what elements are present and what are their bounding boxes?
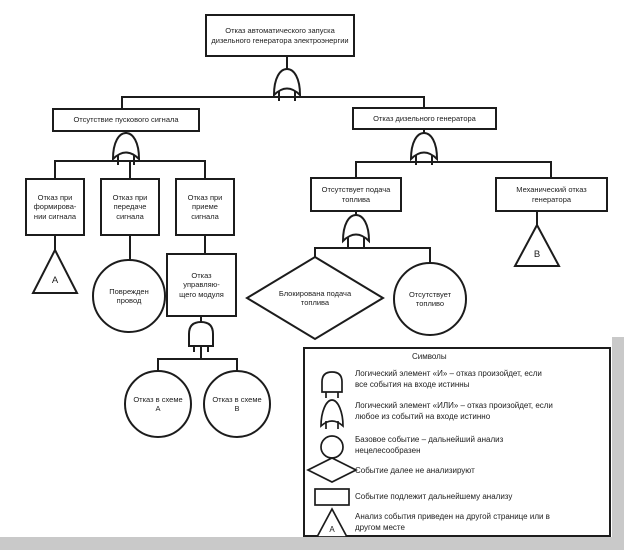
node-no-fuel-supply: Отсутствует подача топлива: [310, 177, 402, 212]
node-control-module-failure: Отказ управляю-щего модуля: [166, 253, 237, 317]
page-edge-right: [612, 337, 624, 550]
node-signal-forming-failure: Отказ при формирова-нии сигнала: [25, 178, 85, 236]
event-rectangle-icon: [315, 489, 349, 505]
legend-item-undeveloped-event: Событие далее не анализируют: [355, 466, 475, 475]
transfer-b-label: B: [533, 249, 541, 260]
page-edge-bottom: [0, 537, 624, 550]
node-signal-reception-failure: Отказ при приеме сигнала: [175, 178, 235, 236]
transfer-a-label: A: [51, 275, 59, 286]
node-no-start-signal: Отсутствие пускового сигнала: [52, 108, 200, 132]
node-top-event: Отказ автоматического запуска дизельного генератора электроэнергии: [205, 14, 355, 57]
legend-item-and-gate: Логический элемент «И» – отказ произойдет, если все события на входе истинны: [355, 369, 542, 390]
node-fuel-blocked: Блокирована подача топлива: [278, 288, 352, 307]
legend-item-or-gate: Логический элемент «ИЛИ» – отказ произойдет, если любое из событий на входе истинно: [355, 401, 553, 422]
legend-item-analyzed-event: Событие подлежит дальнейшему анализу: [355, 492, 513, 501]
node-wire-damaged: Поврежден провод: [92, 259, 166, 333]
node-no-fuel: Отсутствует топливо: [393, 262, 467, 336]
legend-transfer-letter: A: [329, 525, 335, 534]
node-mechanical-failure: Механический отказ генератора: [495, 177, 608, 212]
node-signal-transmission-failure: Отказ при передаче сигнала: [100, 178, 160, 236]
node-circuit-a-failure: Отказ в схеме A: [124, 370, 192, 438]
or-gate-icon: [343, 215, 369, 248]
or-gate-icon: [411, 133, 437, 165]
transfer-triangle-a-icon: [33, 250, 77, 293]
legend-item-transfer: Анализ события приведен на другой странице или в другом месте: [355, 512, 550, 533]
basic-event-circle-icon: [321, 436, 343, 458]
node-generator-failure: Отказ дизельного генератора: [352, 107, 497, 130]
legend-item-basic-event: Базовое событие – дальнейший анализ нецелесообразен: [355, 435, 504, 456]
legend-title: Символы: [412, 352, 447, 361]
node-circuit-b-failure: Отказ в схеме B: [203, 370, 271, 438]
